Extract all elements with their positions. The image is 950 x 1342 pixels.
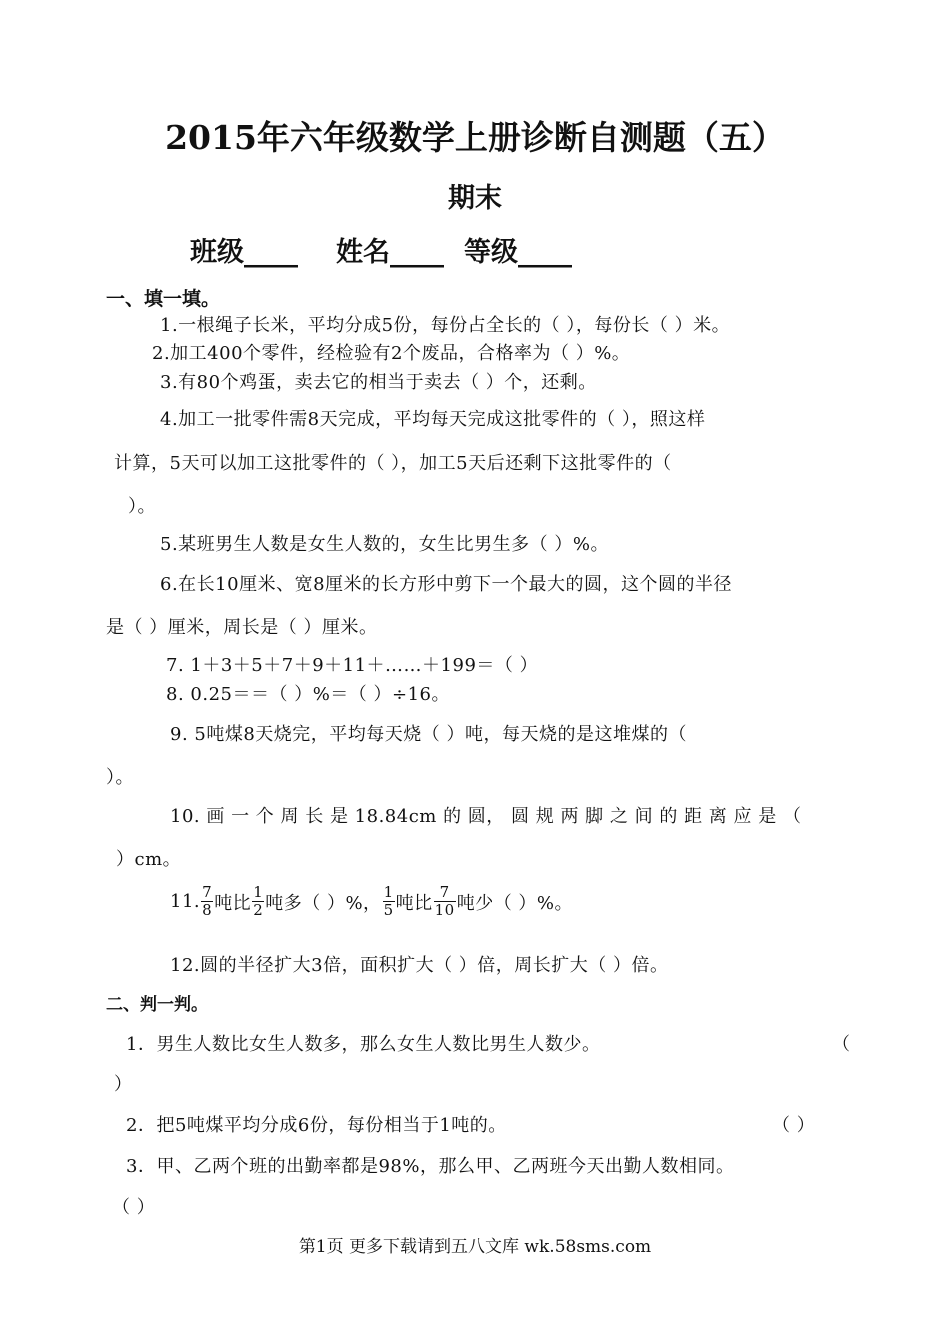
judge-1-paren-open: （ xyxy=(832,1034,851,1055)
fraction-1-5: $\frac{1}{5}$ xyxy=(383,883,394,920)
question-4-line-2: 计算，5天可以加工这批零件的（ ），加工5天后还剩下这批零件的（ xyxy=(114,453,672,474)
question-4-line-3: ）。 xyxy=(128,496,156,517)
question-2: 2.加工400个零件，经检验有2个废品，合格率为（ ）%。 xyxy=(152,343,631,364)
page-subtitle: 期末 xyxy=(448,183,502,214)
grade-field-label: 等级____ xyxy=(464,237,572,268)
question-3: 3.有80个鸡蛋，卖去它的相当于卖去（ ）个，还剩。 xyxy=(160,372,597,393)
question-10-line-1: 10. 画 一 个 周 长 是 18.84cm 的 圆， 圆 规 两 脚 之 间 的 距 离 应 是 （ xyxy=(170,806,802,827)
question-8: 8. 0.25＝＝（ ）%＝（ ）÷16。 xyxy=(166,684,451,705)
question-10-line-2: ）cm。 xyxy=(116,849,182,870)
question-11-number: 11. xyxy=(170,891,201,913)
judge-3-line-1: 3．甲、乙两个班的出勤率都是98%，那么甲、乙两班今天出勤人数相同。 xyxy=(126,1156,735,1177)
question-7: 7. 1＋3＋5＋7＋9＋11＋……＋199＝（ ） xyxy=(166,655,539,676)
question-6-line-1: 6.在长10厘米、宽8厘米的长方形中剪下一个最大的圆，这个圆的半径 xyxy=(160,574,733,595)
question-9-line-1: 9. 5吨煤8天烧完，平均每天烧（ ）吨，每天烧的是这堆煤的（ xyxy=(170,724,688,745)
question-11: 11. $\frac{7}{8}$ 吨比 $\frac{1}{2}$ 吨多（ ）%， $\frac{1}{5}$ 吨比 $\frac{7}{10}$ 吨少（ ）%。 xyxy=(170,883,574,920)
question-6-line-2: 是（ ）厘米，周长是（ ）厘米。 xyxy=(106,617,378,638)
question-5: 5.某班男生人数是女生人数的，女生比男生多（ ）%。 xyxy=(160,534,609,555)
section2-heading: 二、判一判。 xyxy=(106,995,208,1015)
question-9-line-2: ）。 xyxy=(106,767,134,788)
fraction-7-8: $\frac{7}{8}$ xyxy=(202,883,213,920)
judge-2-paren: （ ） xyxy=(772,1115,816,1136)
fraction-1-2: $\frac{1}{2}$ xyxy=(253,883,264,920)
judge-3-line-2: （ ） xyxy=(112,1197,156,1218)
question-4-line-1: 4.加工一批零件需8天完成，平均每天完成这批零件的（ ），照这样 xyxy=(160,409,706,430)
class-field-label: 班级____ xyxy=(190,237,298,268)
student-info-line xyxy=(190,230,572,269)
section1-heading: 一、填一填。 xyxy=(106,288,221,310)
name-field-label: 姓名____ xyxy=(336,237,444,268)
fraction-7-10: $\frac{7}{10}$ xyxy=(434,883,455,920)
page-title: 2015年六年级数学上册诊断自测题（五） xyxy=(165,118,785,157)
judge-1-line-1: 1．男生人数比女生人数多，那么女生人数比男生人数少。 xyxy=(126,1034,601,1055)
judge-1-line-2: ） xyxy=(114,1074,133,1095)
page-footer: 第1页 更多下载请到五八文库 wk.58sms.com xyxy=(298,1237,652,1257)
question-1: 1.一根绳子长米，平均分成5份，每份占全长的（ ），每份长（ ）米。 xyxy=(160,315,731,336)
question-12: 12.圆的半径扩大3倍，面积扩大（ ）倍，周长扩大（ ）倍。 xyxy=(170,955,669,976)
judge-2: 2．把5吨煤平均分成6份，每份相当于1吨的。 xyxy=(126,1115,507,1136)
